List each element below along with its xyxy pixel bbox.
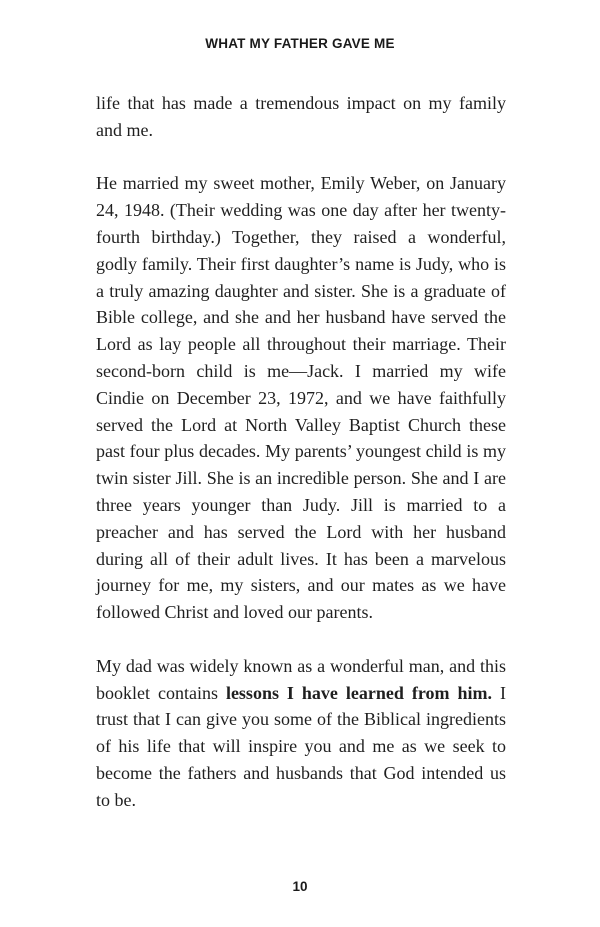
page-body (96, 90, 506, 814)
paragraph-continuation: life that has made a tremendous impact on my family and me. (96, 93, 506, 140)
paragraph-text-after-bold: I trust that I can give you some of the Biblical ingredients of his life that will inspire you and me as we seek to become the fathers and husbands that God intended us to be. (96, 682, 506, 810)
paragraph-family: He married my sweet mother, Emily Weber, on January 24, 1948. (Their wedding was one day after her twenty-fourth birthday.) Together, they raised a wonderful, godly family. Their first daughter’s name is Judy, who is a truly amazing daughter and sister. She is a graduate of Bible college, and she and her husband have served the Lord as lay people all throughout their marriage. Their second-born child is me—Jack. I married my wife Cindie on December 23, 1972, and we have faithfully served the Lord at North Valley Baptist Church these past four plus decades. My parents’ youngest child is my twin sister Jill. She is an incredible person. She and I are three years younger than Judy. Jill is married to a preacher and has served the Lord with her husband during all of their adult lives. It has been a marvelous journey for me, my sisters, and our mates as we have followed Christ and loved our parents. (96, 173, 506, 623)
running-header-title: WHAT MY FATHER GAVE ME (205, 36, 395, 51)
paragraph-booklet-intro (96, 653, 506, 814)
page-number: 10 (292, 879, 308, 894)
bold-phrase: lessons I have learned from him. (225, 682, 493, 703)
paragraph-text-before-bold: My dad was widely known as a wonderful man, and this booklet contains (96, 655, 506, 703)
